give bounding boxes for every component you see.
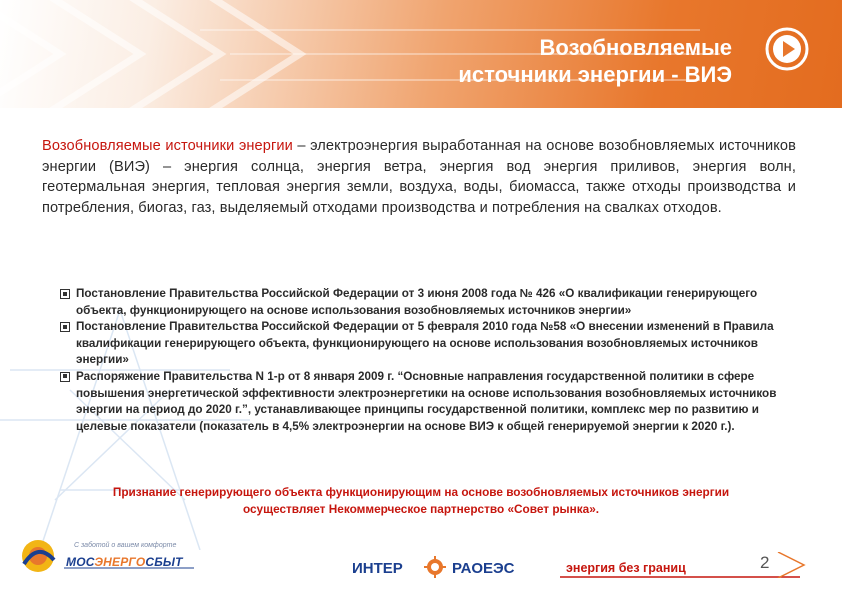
mosenergosbyt-wordmark: МОСЭНЕРГОСБЫТ bbox=[66, 555, 183, 569]
notice-line-1: Признание генерирующего объекта функционирующим на основе возобновляемых источников энергии bbox=[112, 485, 730, 499]
mosenergosbyt-tagline: С заботой о вашем комфорте bbox=[74, 542, 177, 549]
slogan-text: энергия без границ bbox=[566, 561, 686, 575]
page-number: 2 bbox=[760, 553, 770, 572]
flame-logo-icon bbox=[424, 556, 446, 578]
reference-item bbox=[60, 286, 800, 319]
intro-paragraph bbox=[42, 136, 796, 218]
title-line-1: Возобновляемые bbox=[539, 35, 732, 60]
reference-text: Распоряжение Правительства N 1-р от 8 января 2009 г. “Основные направления государственной политики в сфере повышения энергетической эффективности электроэнергетики на основе использования возобновляемых источников энергии на период до 2020 г.”, устанавливающее принципы государственной политики, комплекс мер по развитию и целевые показатели (показатель в 4,5% электроэнергии на основе ВИЭ к общей генерируемой энергии к 2020 г.). bbox=[76, 369, 777, 433]
intro-term: Возобновляемые источники энергии bbox=[42, 138, 293, 154]
page-title bbox=[458, 34, 732, 88]
sun-logo-icon bbox=[22, 540, 54, 572]
intro-definition: – электроэнергия выработанная на основе возобновляемых источников энергии (ВИЭ) – энергия солнца, энергия ветра, энергия вод энергия приливов, энергия волн, геотермальная энергия, тепловая энергия земли, воздуха, воды, биомасса, также отходы производства и потребления, биогаз, газ, выделяемый отходами производства и потребления на свалках отходов. bbox=[42, 138, 796, 216]
references-list bbox=[60, 286, 800, 435]
reference-text: Постановление Правительства Российской Федерации от 3 июня 2008 года № 426 «О квалификации генерирующего объекта, функционирующего на основе использования возобновляемых источников энергии» bbox=[76, 287, 758, 317]
reference-text: Постановление Правительства Российской Федерации от 5 февраля 2010 года №58 «О внесении изменений в Правила квалификации генерирующего объекта, функционирующего на основе использования возобновляемых источников энергии» bbox=[76, 320, 774, 367]
chevron-bullet-icon bbox=[778, 552, 804, 578]
inter-rao-wordmark-right: РАОЕЭС bbox=[452, 560, 515, 577]
checkbox-bullet-icon bbox=[60, 372, 70, 382]
reference-item bbox=[60, 319, 800, 369]
inter-rao-wordmark-left: ИНТЕР bbox=[352, 560, 403, 577]
notice-text bbox=[40, 484, 802, 518]
play-icon[interactable] bbox=[764, 26, 810, 72]
notice-line-2: осуществляет Некоммерческое партнерство «Совет рынка». bbox=[242, 502, 600, 516]
header-banner bbox=[0, 0, 842, 108]
reference-item bbox=[60, 369, 800, 435]
checkbox-bullet-icon bbox=[60, 289, 70, 299]
checkbox-bullet-icon bbox=[60, 322, 70, 332]
title-line-2: источники энергии - ВИЭ bbox=[458, 62, 732, 87]
